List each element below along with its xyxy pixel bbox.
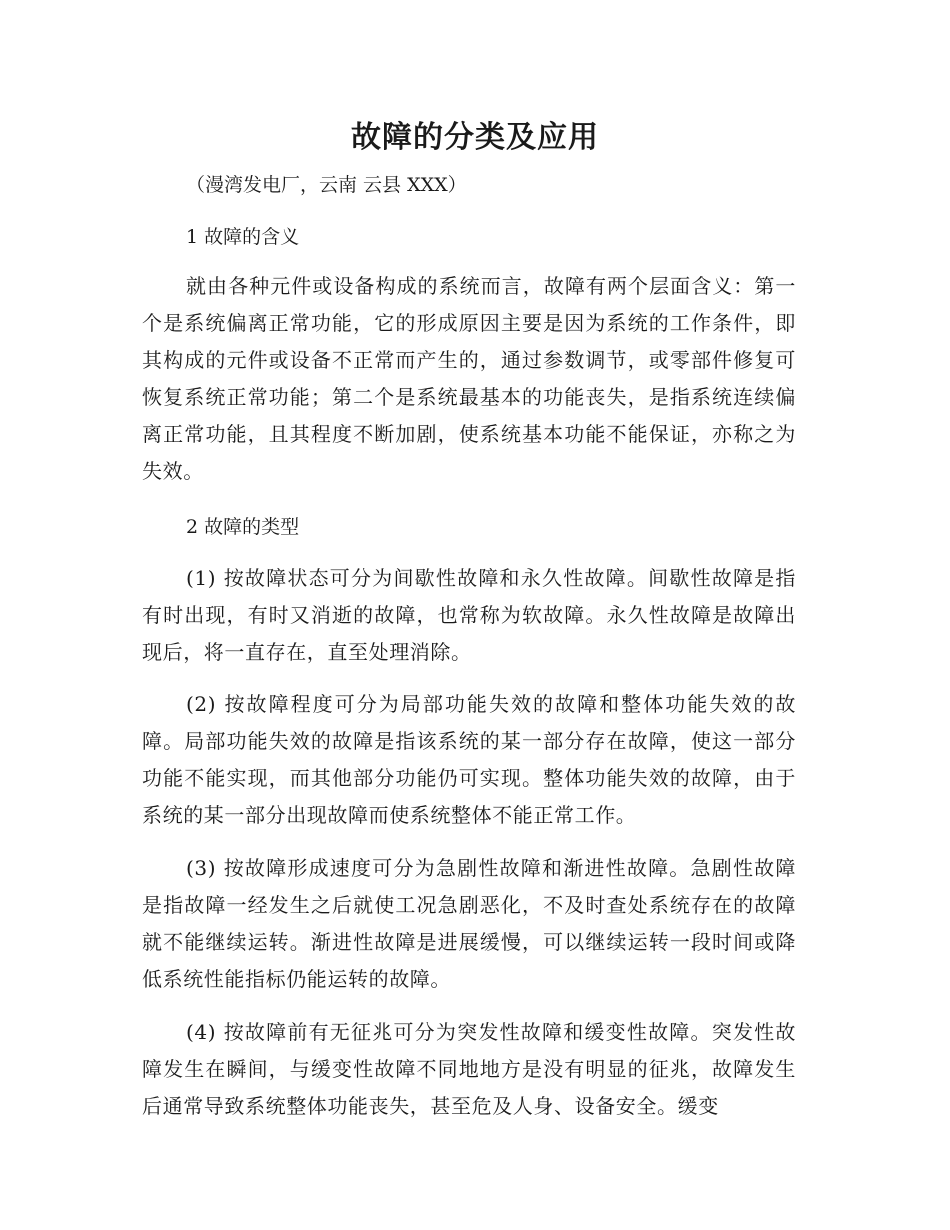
- paragraph-type-1: (1) 按故障状态可分为间歇性故障和永久性故障。间歇性故障是指有时出现，有时又消逝的故障，也常称为软故障。永久性故障是故障出现后，将一直存在，直至处理消除。: [142, 566, 796, 664]
- affiliation: （漫湾发电厂，云南 云县 XXX）: [186, 174, 467, 196]
- paragraph-definition: 就由各种元件或设备构成的系统而言，故障有两个层面含义：第一个是系统偏离正常功能，它的形成原因主要是因为系统的工作条件，即其构成的元件或设备不正常而产生的，通过参数调节，或零部件修复可恢复系统正常功能；第二个是系统最基本的功能丧失，是指系统连续偏离正常功能，且其程度不断加剧，使系统基本功能不能保证，亦称之为失效。: [142, 274, 796, 483]
- paragraph-type-3: (3) 按故障形成速度可分为急剧性故障和渐进性故障。急剧性故障是指故障一经发生之后就使工况急剧恶化，不及时查处系统存在的故障就不能继续运转。渐进性故障是进展缓慢，可以继续运转一段时间或降低系统性能指标仍能运转的故障。: [142, 856, 796, 991]
- document-title: 故障的分类及应用: [351, 120, 599, 155]
- paragraph-type-2: (2) 按故障程度可分为局部功能失效的故障和整体功能失效的故障。局部功能失效的故障是指该系统的某一部分存在故障，使这一部分功能不能实现，而其他部分功能仍可实现。整体功能失效的故障，由于系统的某一部分出现故障而使系统整体不能正常工作。: [142, 692, 796, 827]
- section-heading-2: 2 故障的类型: [186, 516, 300, 538]
- paragraph-type-4: (4) 按故障前有无征兆可分为突发性故障和缓变性故障。突发性故障发生在瞬间，与缓变性故障不同地地方是没有明显的征兆，故障发生后通常导致系统整体功能丧失，甚至危及人身、设备安全。缓变: [142, 1020, 796, 1118]
- section-heading-1: 1 故障的含义: [186, 226, 300, 248]
